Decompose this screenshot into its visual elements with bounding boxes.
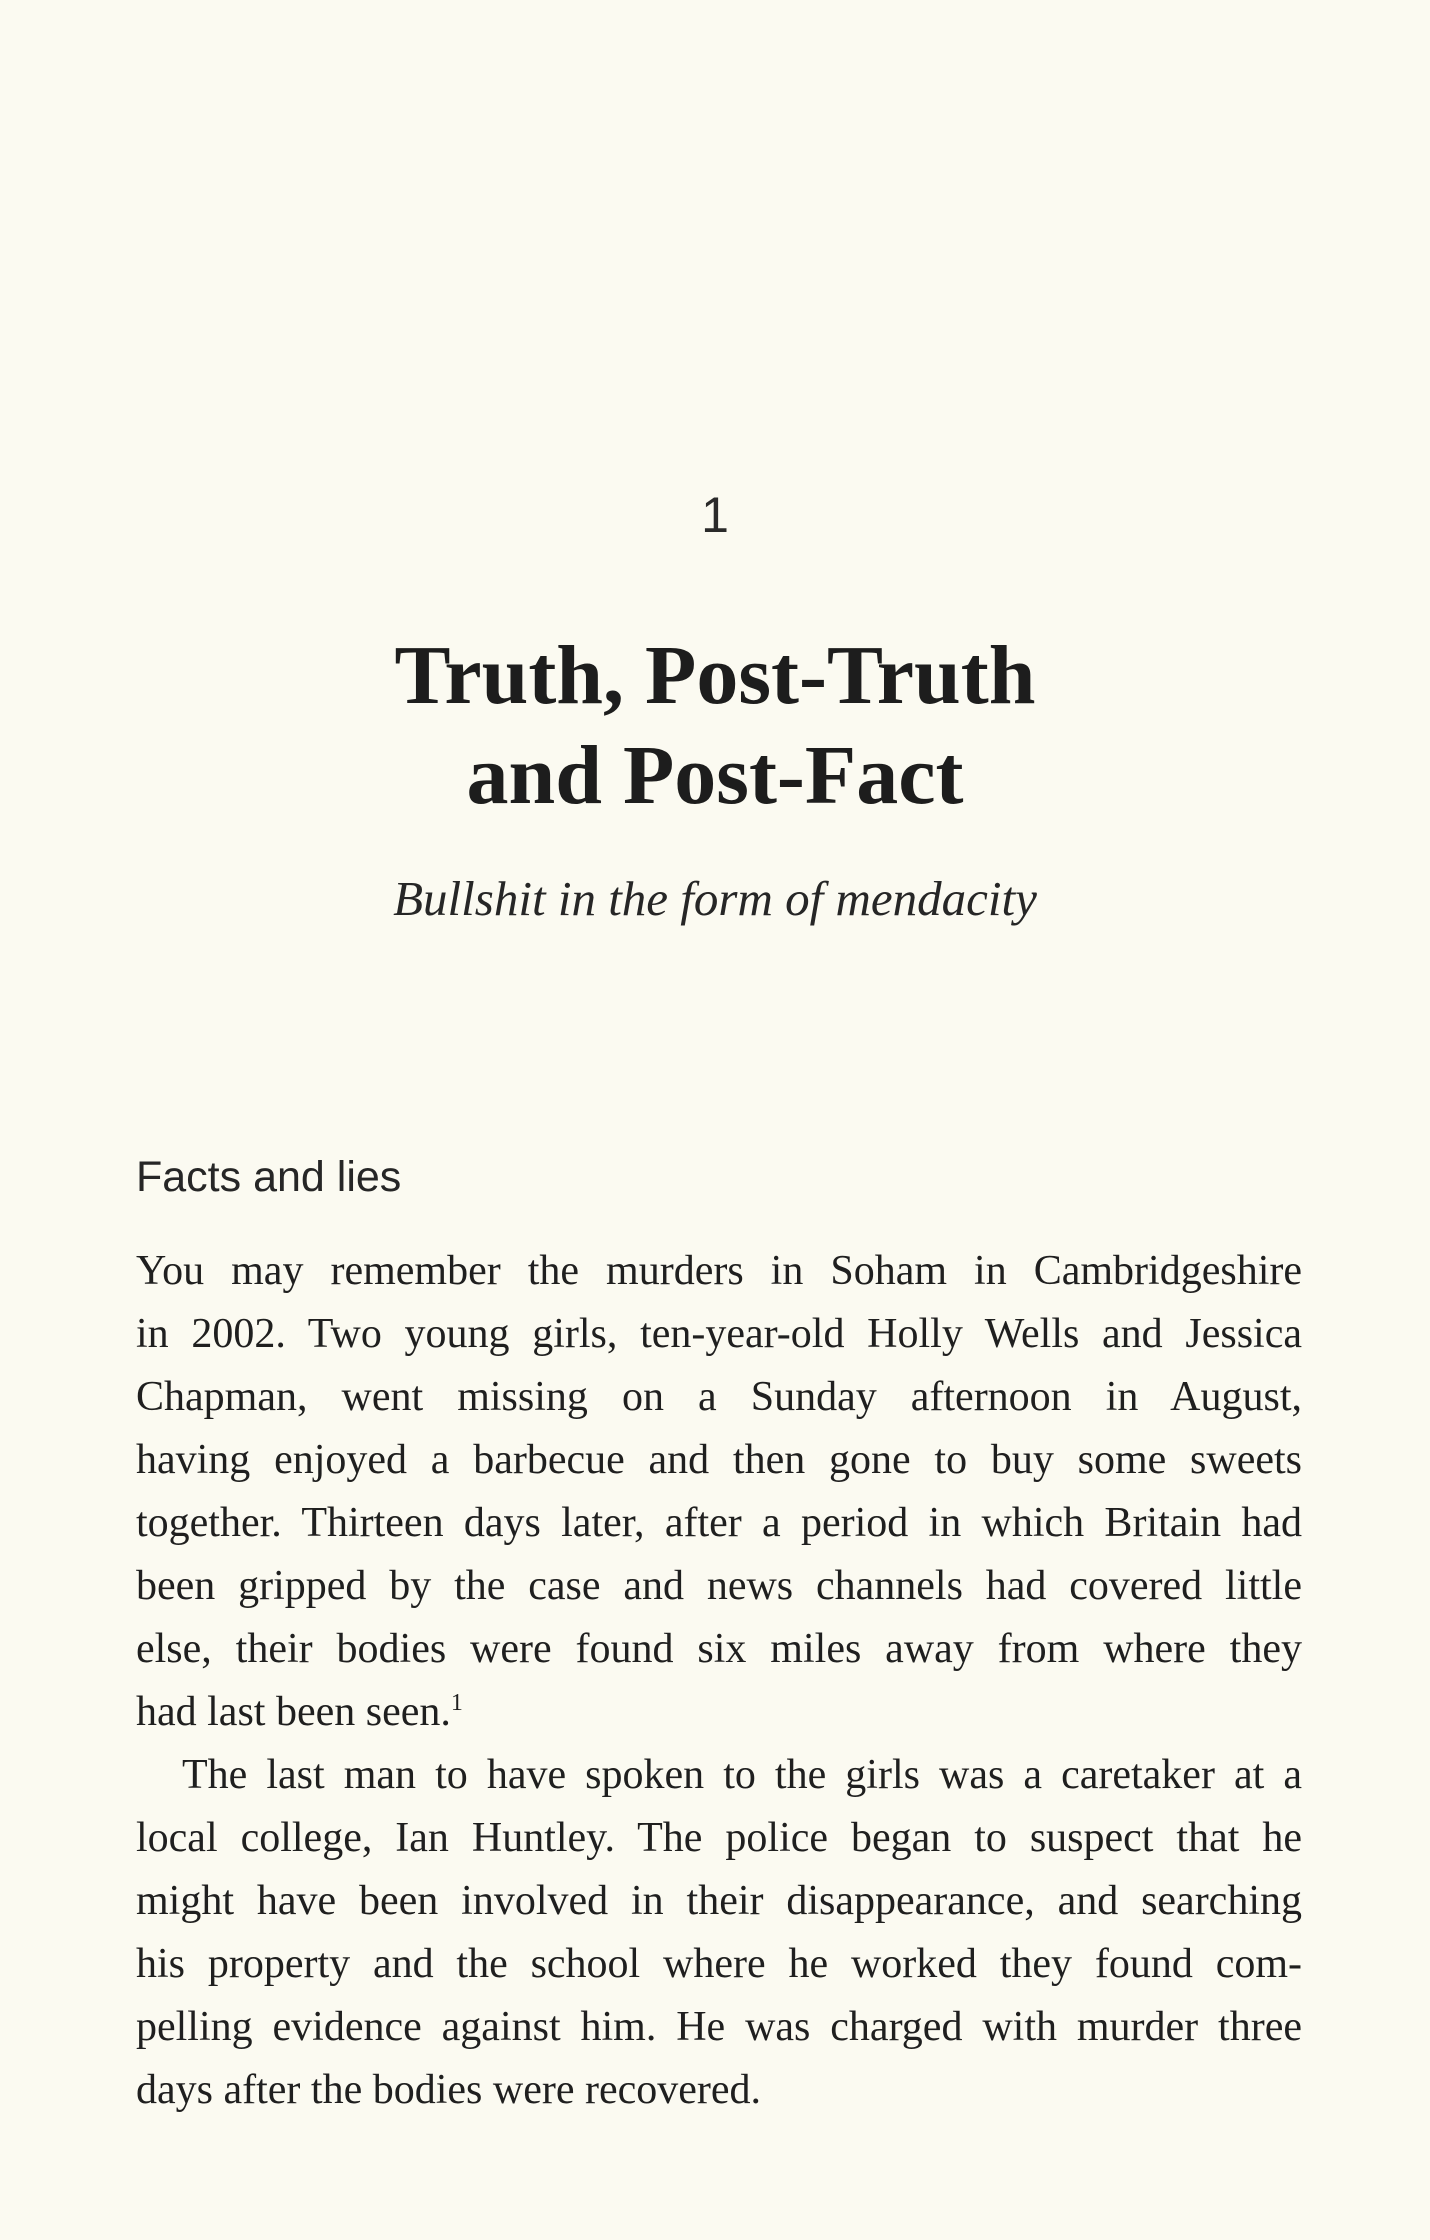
chapter-title <box>0 626 1430 826</box>
paragraph-line: days after the bodies were recovered. <box>136 2067 762 2113</box>
paragraph-last-line <box>136 1681 1302 1744</box>
chapter-title-line-2: and Post-Fact <box>466 729 964 822</box>
paragraph-line: You may remember the murders in Soham in Cambridgeshire <box>136 1248 1302 1294</box>
paragraph-line: together. Thirteen days later, after a period in which Britain had <box>136 1500 1302 1546</box>
paragraph-line: might have been involved in their disappearance, and searching <box>136 1878 1302 1924</box>
paragraph-line: Chapman, went missing on a Sunday afternoon in August, <box>136 1374 1302 1420</box>
paragraph-line-text: had last been seen. <box>136 1689 451 1735</box>
paragraph-1 <box>136 1240 1302 1744</box>
chapter-title-line-1: Truth, Post-Truth <box>394 629 1036 722</box>
paragraph-2 <box>136 1744 1302 2122</box>
chapter-subtitle: Bullshit in the form of mendacity <box>393 871 1037 926</box>
paragraph-line: else, their bodies were found six miles away from where they <box>136 1626 1302 1672</box>
paragraph-line: having enjoyed a barbecue and then gone to buy some sweets <box>136 1437 1302 1483</box>
paragraph-line: pelling evidence against him. He was charged with murder three <box>136 2004 1302 2050</box>
paragraph-line: in 2002. Two young girls, ten-year-old Holly Wells and Jessica <box>136 1311 1302 1357</box>
paragraph-line: The last man to have spoken to the girls was a caretaker at a <box>182 1752 1302 1798</box>
paragraph-line: his property and the school where he worked they found com- <box>136 1941 1302 1987</box>
paragraph-line: been gripped by the case and news channels had covered little <box>136 1563 1302 1609</box>
body-text <box>136 1240 1302 2122</box>
paragraph-line: local college, Ian Huntley. The police began to suspect that he <box>136 1815 1302 1861</box>
section-heading: Facts and lies <box>136 1153 402 1201</box>
footnote-ref[interactable]: 1 <box>450 1690 463 1716</box>
chapter-number: 1 <box>701 487 729 543</box>
